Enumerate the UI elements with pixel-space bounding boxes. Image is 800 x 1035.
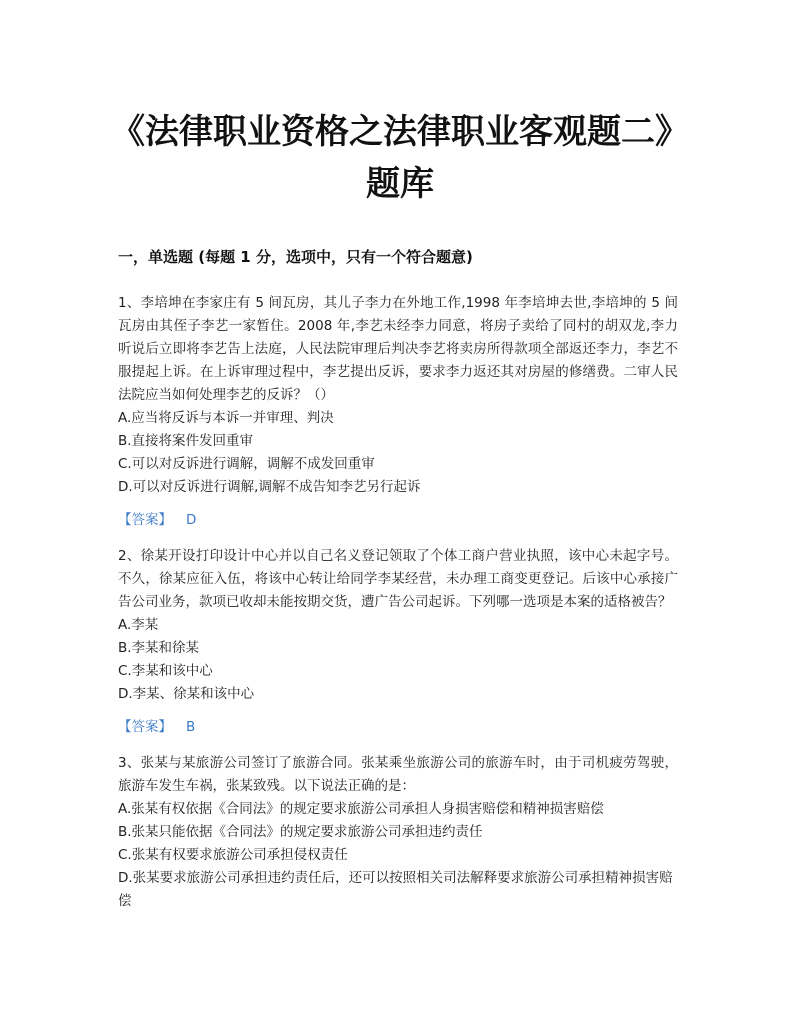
question-stem: 3、张某与某旅游公司签订了旅游合同。张某乘坐旅游公司的旅游车时，由于司机疲劳驾驶，旅游车发生车祸，张某致残。以下说法正确的是： xyxy=(118,755,678,794)
question-list xyxy=(118,292,678,913)
option-d: D.可以对反诉进行调解,调解不成告知李艺另行起诉 xyxy=(118,479,421,495)
option-b: B.李某和徐某 xyxy=(118,640,200,656)
option-a: A.李某 xyxy=(118,617,159,633)
section-heading: 一，单选题 (每题 1 分，选项中，只有一个符合题意) xyxy=(118,248,473,266)
answer-label: 【答案】 xyxy=(118,719,172,735)
answer-label: 【答案】 xyxy=(118,512,172,528)
option-c: C.张某有权要求旅游公司承担侵权责任 xyxy=(118,847,348,863)
question-stem: 2、徐某开设打印设计中心并以自己名义登记领取了个体工商户营业执照，该中心未起字号。不久，徐某应征入伍，将该中心转让给同学李某经营，未办理工商变更登记。后该中心承接广告公司业务，款项已收却未能按期交货，遭广告公司起诉。下列哪一选项是本案的适格被告？ xyxy=(118,548,678,610)
question-stem: 1、李培坤在李家庄有 5 间瓦房，其儿子李力在外地工作,1998 年李培坤去世,李培坤的 5 间瓦房由其侄子李艺一家暂住。2008 年,李艺未经李力同意，将房子卖给了同村的胡双龙,李力听说后立即将李艺告上法庭，人民法院审理后判决李艺将卖房所得款项全部返还李力，李艺不服提起上诉。在上诉审理过程中，李艺提出反诉，要求李力返还其对房屋的修缮费。二审人民法院应当如何处理李艺的反诉？（） xyxy=(118,295,678,403)
question-1 xyxy=(118,292,678,532)
answer-row xyxy=(118,716,678,739)
page-title: 《法律职业资格之法律职业客观题二》题库 xyxy=(111,112,689,204)
option-d: D.李某、徐某和该中心 xyxy=(118,686,255,702)
answer-value: D xyxy=(186,512,197,528)
question-2 xyxy=(118,545,678,739)
option-c: C.李某和该中心 xyxy=(118,663,213,679)
option-a: A.应当将反诉与本诉一并审理、判决 xyxy=(118,410,334,426)
option-b: B.张某只能依据《合同法》的规定要求旅游公司承担违约责任 xyxy=(118,824,483,840)
answer-row xyxy=(118,509,678,532)
option-b: B.直接将案件发回重审 xyxy=(118,433,254,449)
question-3 xyxy=(118,752,678,913)
option-a: A.张某有权依据《合同法》的规定要求旅游公司承担人身损害赔偿和精神损害赔偿 xyxy=(118,801,604,817)
option-c: C.可以对反诉进行调解，调解不成发回重审 xyxy=(118,456,375,472)
answer-value: B xyxy=(186,719,196,735)
option-d: D.张某要求旅游公司承担违约责任后，还可以按照相关司法解释要求旅游公司承担精神损害赔偿 xyxy=(118,870,673,909)
